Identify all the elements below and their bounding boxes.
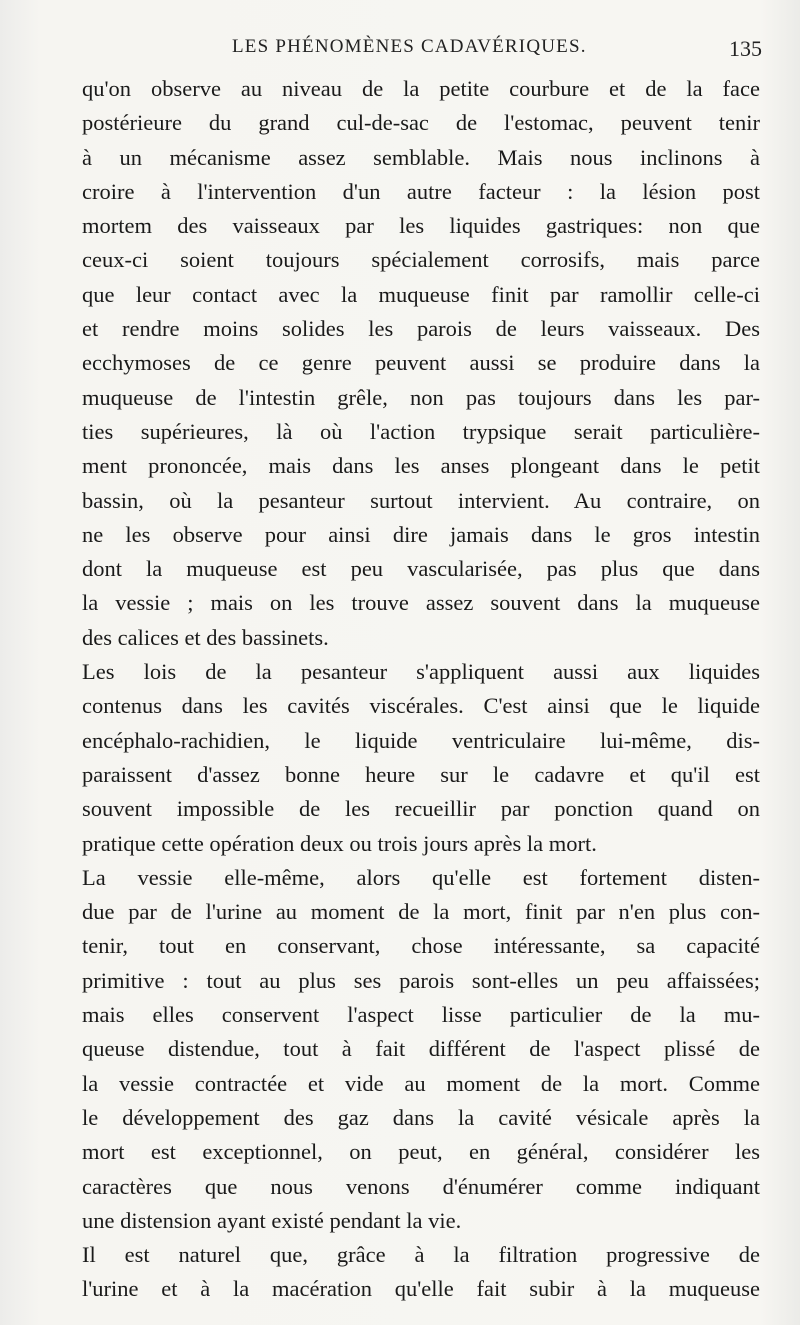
text-line: que leur contact avec la muqueuse finit par ramollir celle-ci bbox=[82, 281, 760, 307]
text-line: le développement des gaz dans la cavité vésicale après la bbox=[82, 1104, 760, 1130]
text-line: ne les observe pour ainsi dire jamais dans le gros intestin bbox=[82, 521, 760, 547]
text-line: mort est exceptionnel, on peut, en général, considérer les bbox=[82, 1139, 760, 1165]
text-line: muqueuse de l'intestin grêle, non pas toujours dans les par- bbox=[82, 384, 760, 410]
paragraph-2 bbox=[82, 655, 760, 861]
text-line: ceux-ci soient toujours spécialement corrosifs, mais parce bbox=[82, 247, 760, 273]
text-line: queuse distendue, tout à fait différent de l'aspect plissé de bbox=[82, 1036, 760, 1062]
text-line: primitive : tout au plus ses parois sont-elles un peu affaissées; bbox=[82, 967, 760, 993]
text-line: contenus dans les cavités viscérales. C'est ainsi que le liquide bbox=[82, 693, 760, 719]
text-line: une distension ayant existé pendant la vie. bbox=[82, 1207, 462, 1233]
text-line: paraissent d'assez bonne heure sur le cadavre et qu'il est bbox=[82, 761, 760, 787]
text-line: ties supérieures, là où l'action trypsique serait particulière- bbox=[82, 418, 760, 444]
text-line: qu'on observe au niveau de la petite courbure et de la face bbox=[82, 76, 760, 101]
text-line: l'urine et à la macération qu'elle fait subir à la muqueuse bbox=[82, 1276, 760, 1302]
text-line: croire à l'intervention d'un autre facteur : la lésion post bbox=[82, 178, 760, 204]
text-line: La vessie elle-même, alors qu'elle est fortement disten- bbox=[82, 864, 760, 890]
text-line: à un mécanisme assez semblable. Mais nous inclinons à bbox=[82, 144, 760, 170]
text-line: la vessie contractée et vide au moment de la mort. Comme bbox=[82, 1070, 760, 1096]
text-line: postérieure du grand cul-de-sac de l'estomac, peuvent tenir bbox=[82, 110, 760, 136]
text-line: des calices et des bassinets. bbox=[82, 624, 329, 650]
text-line: pratique cette opération deux ou trois jours après la mort. bbox=[82, 830, 597, 856]
running-header bbox=[82, 36, 762, 66]
page-number: 135 bbox=[729, 36, 762, 61]
text-line: Les lois de la pesanteur s'appliquent aussi aux liquides bbox=[82, 659, 760, 685]
text-line: encéphalo-rachidien, le liquide ventriculaire lui-même, dis- bbox=[82, 727, 760, 753]
paragraph-4 bbox=[82, 1238, 760, 1307]
text-line: la vessie ; mais on les trouve assez souvent dans la muqueuse bbox=[82, 590, 760, 616]
paragraph-3 bbox=[82, 861, 760, 1238]
text-line: ecchymoses de ce genre peuvent aussi se produire dans la bbox=[82, 350, 760, 376]
text-line: mais elles conservent l'aspect lisse particulier de la mu- bbox=[82, 1002, 760, 1028]
text-line: souvent impossible de les recueillir par ponction quand on bbox=[82, 796, 760, 822]
text-line: due par de l'urine au moment de la mort, finit par n'en plus con- bbox=[82, 899, 760, 925]
text-line: caractères que nous venons d'énumérer comme indiquant bbox=[82, 1173, 760, 1199]
body-text bbox=[82, 72, 760, 1307]
text-line: ment prononcée, mais dans les anses plongeant dans le petit bbox=[82, 453, 760, 479]
running-title: LES PHÉNOMÈNES CADAVÉRIQUES. bbox=[232, 36, 587, 57]
text-line: et rendre moins solides les parois de leurs vaisseaux. Des bbox=[82, 316, 760, 342]
text-line: mortem des vaisseaux par les liquides gastriques: non que bbox=[82, 213, 760, 239]
paragraph-1 bbox=[82, 72, 760, 655]
text-line: Il est naturel que, grâce à la filtration progressive de bbox=[82, 1242, 760, 1268]
text-line: bassin, où la pesanteur surtout intervient. Au contraire, on bbox=[82, 487, 760, 513]
text-line: dont la muqueuse est peu vascularisée, pas plus que dans bbox=[82, 556, 760, 582]
text-line: tenir, tout en conservant, chose intéressante, sa capacité bbox=[82, 933, 760, 959]
